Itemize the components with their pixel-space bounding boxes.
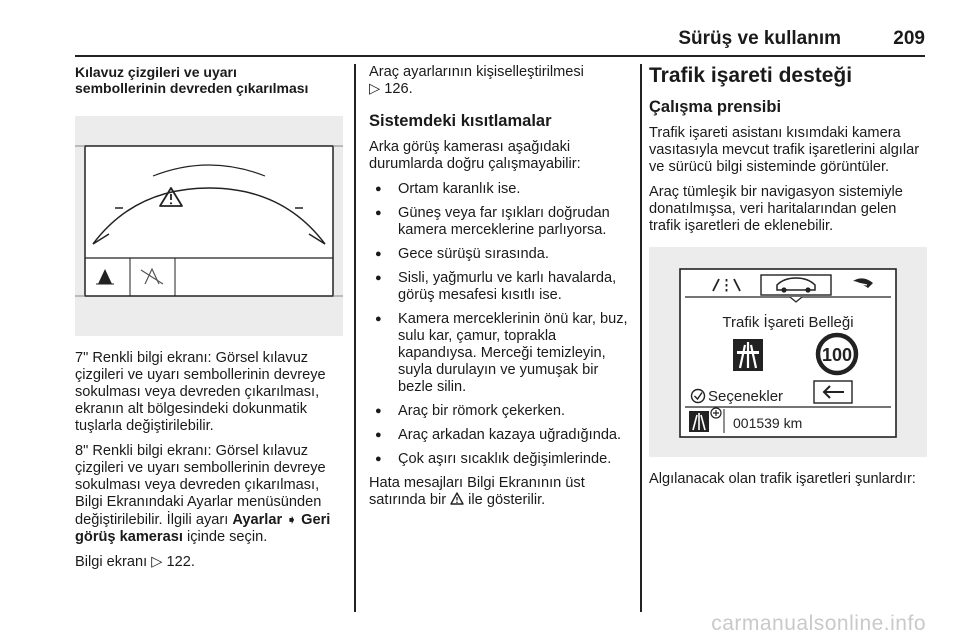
traffic-sign-display-figure	[649, 247, 927, 457]
paragraph-camera: Trafik işareti asistanı kısımdaki kamera vasıtasıyla mevcut trafik işaretlerini algılar ve sürücü bilgi sisteminde görüntüler.	[649, 125, 920, 175]
list-item: ● Kamera merceklerinin önü kar, buz, sulu kar, çamur, toprakla kapandıysa. Merceği temizleyin, suyla durulayın ve yumuşak bir bezle silin.	[369, 311, 635, 396]
limitations-heading: Sistemdeki kısıtlamalar	[369, 112, 552, 130]
paragraph-navigation: Araç tümleşik bir navigasyon sistemiyle donatılmışsa, veri haritalarından gelen trafik işaretleri de eklenebilir.	[649, 184, 903, 234]
operating-principle-subheading: Çalışma prensibi	[649, 98, 782, 116]
page-ref-icon: ▷	[369, 81, 381, 97]
list-item: ● Araç bir römork çekerken.	[369, 403, 635, 420]
caption-title: Kılavuz çizgileri ve uyarı sembollerinin devreden çıkarılması	[75, 64, 309, 96]
paragraph-reference: Bilgi ekranı ▷ 122.	[75, 554, 195, 570]
motorway-sign-small-icon	[689, 411, 709, 432]
list-item: ● Güneş veya far ışıkları doğrudan kamera merceklerine parlıyorsa.	[369, 205, 635, 239]
screen-title: Trafik İşareti Belleği	[722, 314, 854, 331]
page-header	[75, 28, 925, 52]
warning-triangle-icon	[450, 492, 464, 505]
speed-limit-value: 100	[821, 345, 853, 365]
page-ref-icon: ▷	[151, 554, 163, 570]
limitations-list	[369, 181, 635, 468]
list-item: ● Çok aşırı sıcaklık değişimlerinde.	[369, 451, 635, 468]
error-message-note: Hata mesajları Bilgi Ekranının üst satırında bir ile gösterilir.	[369, 475, 585, 508]
column-divider	[640, 64, 642, 612]
back-arrow-icon	[814, 381, 852, 403]
arrow-right-icon: ➧	[286, 512, 298, 527]
section-title: Sürüş ve kullanım	[678, 28, 841, 49]
odometer-readout: 001539 km	[733, 415, 803, 431]
limitations-lead: Arka görüş kamerası aşağıdaki durumlarda doğru çalışmayabilir:	[369, 139, 581, 172]
list-item: ● Araç arkadan kazaya uğradığında.	[369, 427, 635, 444]
list-item: ● Ortam karanlık ise.	[369, 181, 635, 198]
options-label[interactable]: Seçenekler	[708, 388, 784, 405]
list-item: ● Sisli, yağmurlu ve karlı havalarda, görüş mesafesi kısıtlı ise.	[369, 270, 635, 304]
driver-info-screen	[649, 247, 927, 457]
column-divider	[354, 64, 356, 612]
traffic-sign-heading: Trafik işareti desteği	[649, 64, 853, 87]
rear-camera-screen-illustration	[75, 116, 343, 336]
detected-signs-lead: Algılanacak olan trafik işaretleri şunlardır:	[649, 471, 916, 487]
column-middle	[369, 64, 635, 517]
paragraph-7inch: 7" Renkli bilgi ekranı: Görsel kılavuz çizgileri ve uyarı sembollerinin devreye sokulması veya devreden çıkarılması, ekranın alt bölgesindeki dokunmatik tuşlarla değiştirilebilir.	[75, 350, 326, 434]
page-number: 209	[893, 28, 925, 49]
paragraph-8inch: 8" Renkli bilgi ekranı: Görsel kılavuz çizgileri ve uyarı sembollerinin devreye sokulması veya devreden çıkarılması, Bilgi Ekranındaki Ayarlar menüsünden değiştirilebilir. İlgili ayarı Ayarlar ➧ Geri görüş kamerası içinde seçin.	[75, 443, 331, 545]
header-rule	[75, 55, 925, 57]
watermark: carmanualsonline.info	[711, 612, 926, 635]
motorway-sign-icon	[733, 339, 763, 371]
camera-display-figure	[75, 116, 343, 336]
list-item: ● Gece sürüşü sırasında.	[369, 246, 635, 263]
column-right	[649, 64, 927, 496]
intro-reference: Araç ayarlarının kişiselleştirilmesi ▷ 126.	[369, 64, 584, 97]
column-left	[75, 64, 343, 579]
